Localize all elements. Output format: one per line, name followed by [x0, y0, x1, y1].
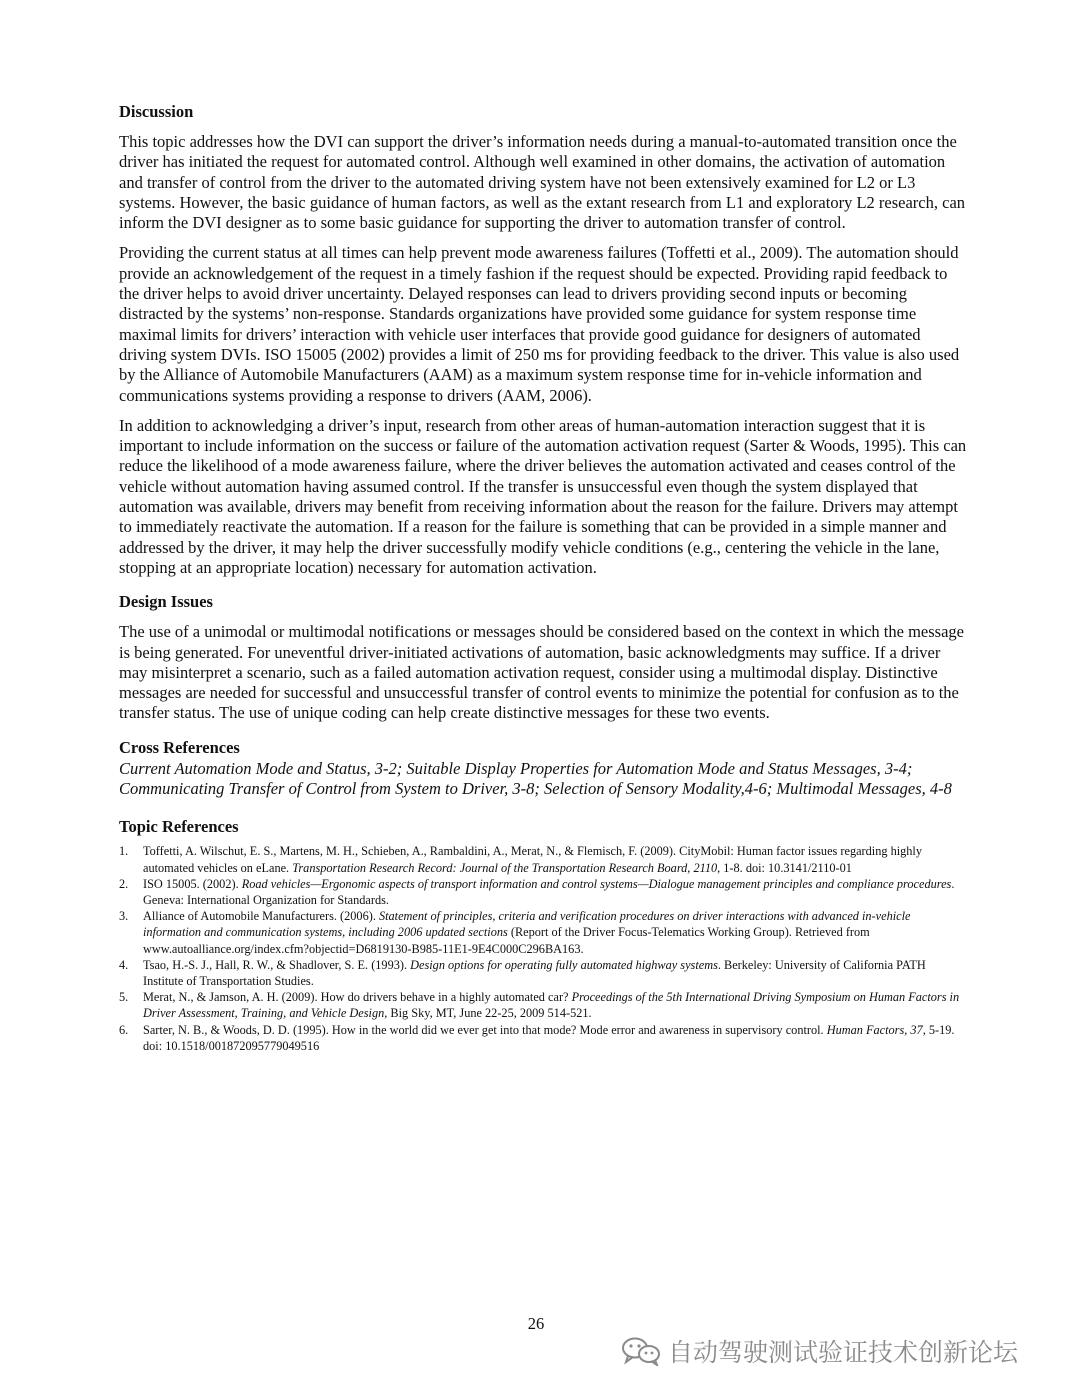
- reference-item: 1. Toffetti, A. Wilschut, E. S., Martens, M. H., Schieben, A., Rambaldini, A., Merat, N., & Flemisch, F. (2009). CityMobil: Human factor issues regarding highly automated vehicles on eLane. Transportation Research Record: Journal of the Transportation Research Board, 2110, 1-8. doi: 10.3141/2110-01: [119, 844, 923, 875]
- reference-item: 3. Alliance of Automobile Manufacturers. (2006). Statement of principles, criteria and verification procedures on driver interactions with advanced in-vehicle information and communication systems, including 2006 updated sections (Report of the Driver Focus-Telematics Working Group). Retrieved from www.autoalliance.org/index.cfm?objectid=D6819130-B985-11E1-9E4C000C296BA163.: [119, 909, 911, 956]
- watermark: [620, 1334, 1018, 1368]
- discussion-heading: Discussion: [119, 102, 194, 121]
- design-issues-heading: Design Issues: [119, 592, 213, 612]
- watermark-text: 自动驾驶测试验证技术创新论坛: [668, 1338, 1019, 1367]
- document-page: [119, 102, 969, 1054]
- reference-item: 6. Sarter, N. B., & Woods, D. D. (1995). How in the world did we ever get into that mode? Mode error and awareness in supervisory control. Human Factors, 37, 5-19. doi: 10.1518/001872095779049516: [119, 1022, 955, 1053]
- cross-references-heading: Cross References: [119, 737, 240, 757]
- cross-references-text: Current Automation Mode and Status, 3-2; Suitable Display Properties for Automation Mode and Status Messages, 3-4; Communicating Transfer of Control from System to Driver, 3-8; Selection of Sensory Modality,4-6; Multimodal Messages, 4-8: [119, 758, 952, 799]
- reference-item: 2. ISO 15005. (2002). Road vehicles—Ergonomic aspects of transport information and control systems—Dialogue management principles and compliance procedures. Geneva: International Organization for Standards.: [119, 876, 955, 907]
- discussion-paragraph-3: In addition to acknowledging a driver’s input, research from other areas of human-automation interaction suggest that it is important to include information on the success or failure of the automation activation request (Sarter & Woods, 1995). This can reduce the likelihood of a mode awareness failure, where the driver believes the automation activated and ceases control of the vehicle without automation having assumed control. If the transfer is unsuccessful even though the system displayed that automation was available, drivers may benefit from receiving information about the reason for the failure. Drivers may attempt to immediately reactivate the automation. If a reason for the failure is something that can be provided in a simple manner and addressed by the driver, it may help the driver successfully modify vehicle conditions (e.g., centering the vehicle in the lane, stopping at an appropriate location) necessary for automation activation.: [119, 415, 967, 577]
- topic-references-heading: Topic References: [119, 817, 239, 837]
- design-issues-paragraph: The use of a unimodal or multimodal notifications or messages should be considered based on the context in which the message is being generated. For uneventful driver-initiated activations of automation, basic acknowledgments may suffice. If a driver may misinterpret a scenario, such as a failed automation activation request, consider using a multimodal display. Distinctive messages are needed for successful and unsuccessful transfer of control events to minimize the potential for confusion as to the transfer status. The use of unique coding can help create distinctive messages for these two events.: [119, 622, 964, 723]
- reference-item: 4. Tsao, H.-S. J., Hall, R. W., & Shadlover, S. E. (1993). Design options for operating fully automated highway systems. Berkeley: University of California PATH Institute of Transportation Studies.: [119, 957, 926, 988]
- discussion-paragraph-2: Providing the current status at all times can help prevent mode awareness failures (Toffetti et al., 2009). The automation should provide an acknowledgement of the request in a timely fashion if the request should be expected. Providing rapid feedback to the driver helps to avoid driver uncertainty. Delayed responses can lead to drivers providing second inputs or becoming distracted by the systems’ non-response. Standards organizations have provided some guidance for system response time maximal limits for drivers’ interaction with vehicle user interfaces that provide good guidance for designers of automated driving system DVIs. ISO 15005 (2002) provides a limit of 250 ms for providing feedback to the driver. This value is also used by the Alliance of Automobile Manufacturers (AAM) as a maximum system response time for in-vehicle information and communications systems providing a response to drivers (AAM, 2006).: [119, 243, 960, 405]
- reference-item: 5. Merat, N., & Jamson, A. H. (2009). How do drivers behave in a highly automated car? Proceedings of the 5th International Driving Symposium on Human Factors in Driver Assessment, Training, and Vehicle Design, Big Sky, MT, June 22-25, 2009 514-521.: [119, 990, 960, 1021]
- reference-list: [119, 843, 969, 1054]
- discussion-paragraph-1: This topic addresses how the DVI can support the driver’s information needs during a manual-to-automated transition once the driver has initiated the request for automated control. Although well examined in other domains, the activation of automation and transfer of control from the driver to the automated driving system have not been extensively examined for L2 or L3 systems. However, the basic guidance of human factors, as well as the extant research from L1 and exploratory L2 research, can inform the DVI designer as to some basic guidance for supporting the driver to automation transfer of control.: [119, 132, 966, 233]
- page-number: 26: [527, 1314, 545, 1333]
- wechat-icon: [620, 1336, 662, 1366]
